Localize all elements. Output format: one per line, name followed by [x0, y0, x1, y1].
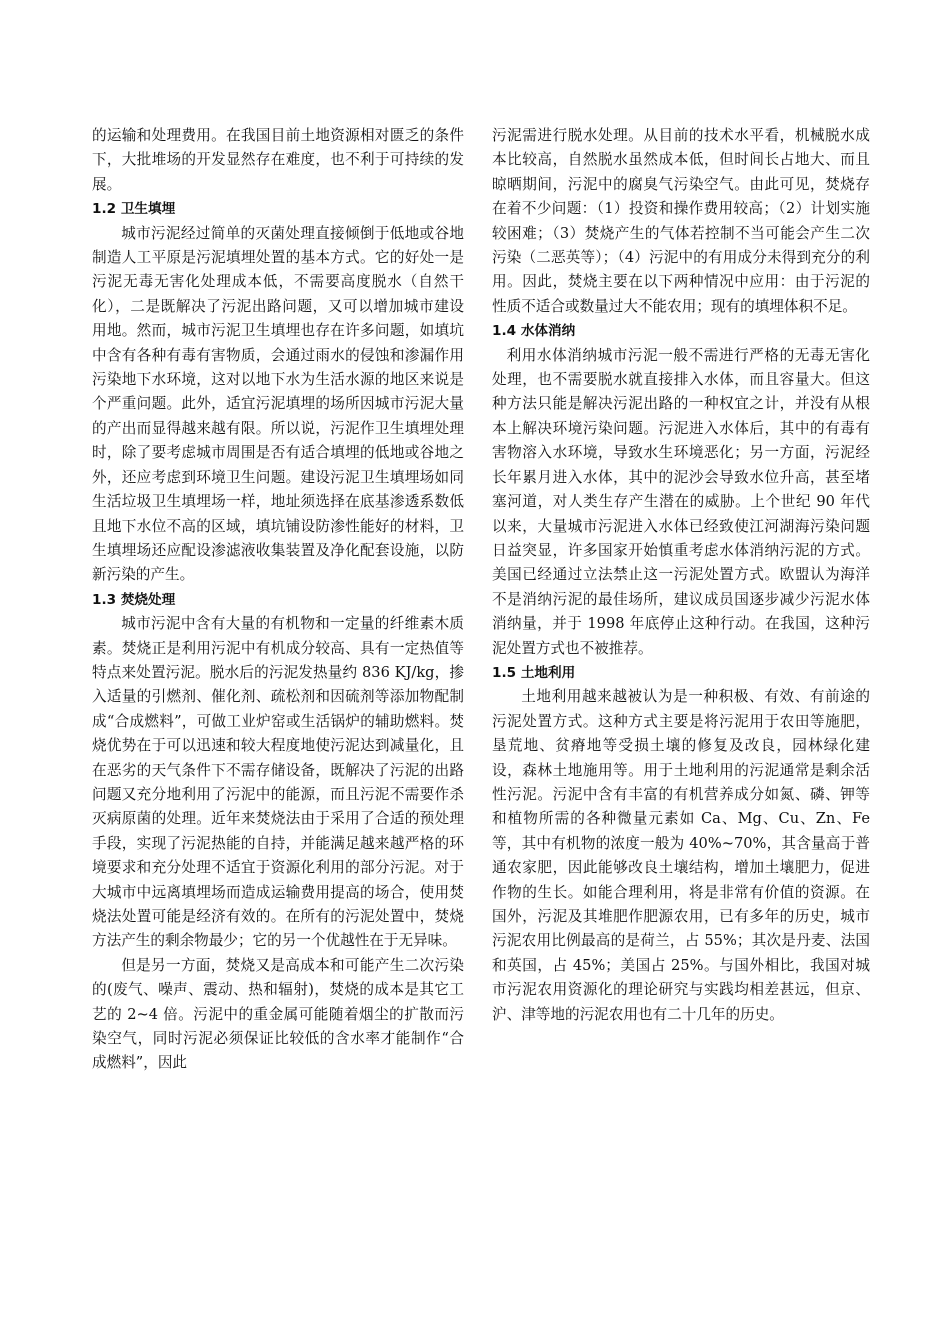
paragraph-intro-continued: 的运输和处理费用。在我国目前土地资源相对匮乏的条件下，大批堆场的开发显然存在难度，也不利于可持续的发展。	[92, 127, 464, 193]
section-heading-1-4: 1.4 水体消纳	[492, 323, 576, 340]
section-heading-1-5: 1.5 土地利用	[492, 664, 576, 681]
paragraph-water-disposal: 利用水体消纳城市污泥一般不需进行严格的无毒无害化处理，也不需要脱水就直接排入水体，而且容量大。但这种方法只能是解决污泥出路的一种权宜之计，并没有从根本上解决环境污染问题。污泥进入水体后，其中的有毒有害物溶入水环境，导致水生环境恶化；另一方面，污泥经长年累月进入水体，其中的泥沙会导致水位升高，甚至堵塞河道，对人类生存产生潜在的威胁。上个世纪 90 年代以来，大量城市污泥进入水体已经致使江河湖海污染问题日益突显，许多国家开始慎重考虑水体消纳污泥的方式。美国已经通过立法禁止这一污泥处置方式。欧盟认为海洋不是消纳污泥的最佳场所，建议成员国逐步减少污泥水体消纳量，并于 1998 年底停止这种行动。在我国，这种污泥处置方式也不被推荐。	[492, 346, 870, 657]
paragraph-incineration-1: 城市污泥中含有大量的有机物和一定量的纤维素木质素。焚烧正是利用污泥中有机成分较高、具有一定热值等特点来处置污泥。脱水后的污泥发热量约 836 KJ/kg，掺入适量的引燃剂、催化剂、疏松剂和因硫剂等添加物配制成“合成燃料”，可做工业炉窑或生活锅炉的辅助燃料。焚烧优势在于可以迅速和较大程度地使污泥达到减量化，且在恶劣的天气条件下不需存储设备，既解决了污泥的出路问题又充分地利用了污泥中的能源，而且污泥不需要作杀灭病原菌的处理。近年来焚烧法由于采用了合适的预处理手段，实现了污泥热能的自持，并能满足越来越严格的环境要求和充分处理不适宜于资源化利用的部分污泥。对于大城市中远离填埋场而造成运输费用提高的场合，使用焚烧法处置可能是经济有效的。在所有的污泥处置中，焚烧方法产生的剩余物最少；它的另一个优越性在于无异味。	[92, 615, 464, 950]
paragraph-incineration-continued: 污泥需进行脱水处理。从目前的技术水平看，机械脱水成本比较高，自然脱水虽然成本低，但时间长占地大、而且晾晒期间，污泥中的腐臭气污染空气。由此可见，焚烧存在着不少问题：（1）投资和操作费用较高；（2）计划实施较困难；（3）焚烧产生的气体若控制不当可能会产生二次污染（二恶英等）；（4）污泥中的有用成分未得到充分的利用。因此，焚烧主要在以下两种情况中应用：由于污泥的性质不适合或数量过大不能农用；现有的填埋体积不足。	[492, 127, 870, 315]
paragraph-sanitary-landfill: 城市污泥经过简单的灭菌处理直接倾倒于低地或谷地制造人工平原是污泥填埋处置的基本方式。它的好处一是污泥无毒无害化处理成本低，不需要高度脱水（自然干化），二是既解决了污泥出路问题，又可以增加城市建设用地。然而，城市污泥卫生填埋也存在许多问题，如填坑中含有各种有毒有害物质，会通过雨水的侵蚀和渗漏作用污染地下水环境，这对以地下水为生活水源的地区来说是个严重问题。此外，适宜污泥填埋的场所因城市污泥大量的产出而显得越来越有限。所以说，污泥作卫生填埋处理时，除了要考虑城市周围是否有适合填埋的低地或谷地之外，还应考虑到环境卫生问题。建设污泥卫生填埋场如同生活垃圾卫生填埋场一样，地址须选择在底基渗透系数低且地下水位不高的区域，填坑铺设防渗性能好的材料，卫生填埋场还应配设渗滤液收集装置及净化配套设施，以防新污染的产生。	[92, 224, 464, 584]
section-heading-1-3: 1.3 焚烧处理	[92, 591, 176, 608]
section-heading-1-2: 1.2 卫生填埋	[92, 201, 176, 218]
paragraph-land-use: 土地利用越来越被认为是一种积极、有效、有前途的污泥处置方式。这种方式主要是将污泥用于农田等施肥，垦荒地、贫瘠地等受损土壤的修复及改良，园林绿化建设，森林土地施用等。用于土地利用的污泥通常是剩余活性污泥。污泥中含有丰富的有机营养成分如氮、磷、钾等和植物所需的各种微量元素如 Ca、Mg、Cu、Zn、Fe等，其中有机物的浓度一般为 40%~70%，其含量高于普通农家肥，因此能够改良土壤结构，增加土壤肥力，促进作物的生长。如能合理利用，将是非常有价值的资源。在国外，污泥及其堆肥作肥源农用，已有多年的历史，城市污泥农用比例最高的是荷兰，占 55%；其次是丹麦、法国和英国，占 45%；美国占 25%。与国外相比，我国对城市污泥农用资源化的理论研究与实践均相差甚远，但京、沪、津等地的污泥农用也有二十几年的历史。	[492, 688, 870, 1023]
left-column	[92, 124, 464, 1076]
right-column	[492, 124, 870, 1027]
paragraph-incineration-2: 但是另一方面，焚烧又是高成本和可能产生二次污染的(废气、噪声、震动、热和辐射)，焚烧的成本是其它工艺的 2~4 倍。污泥中的重金属可能随着烟尘的扩散而污染空气，同时污泥必须保证比较低的含水率才能制作“合成燃料”，因此	[92, 956, 464, 1072]
